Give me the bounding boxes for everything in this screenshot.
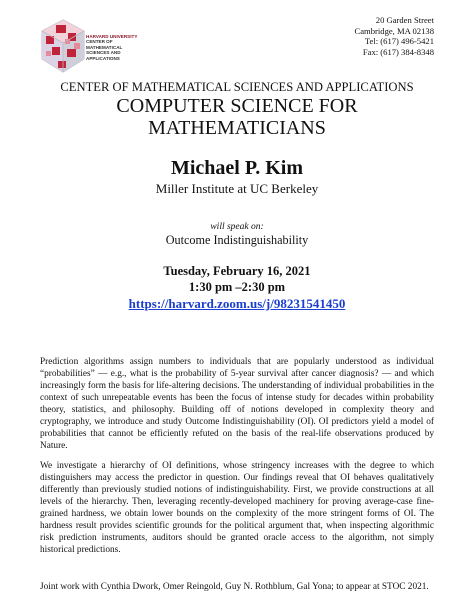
logo-wordmark — [86, 34, 138, 61]
address-street: 20 Garden Street — [375, 15, 434, 25]
zoom-link[interactable]: https://harvard.zoom.us/j/98231541450 — [128, 296, 346, 311]
talk-title: Outcome Indistinguishability — [165, 233, 309, 247]
logo-sciences: SCIENCES AND APPLICATIONS — [86, 50, 121, 61]
department-heading: CENTER OF MATHEMATICAL SCIENCES AND APPLICATIONS — [60, 80, 414, 94]
series-title-line2: MATHEMATICIANS — [148, 117, 326, 139]
event-time: 1:30 pm –2:30 pm — [188, 280, 286, 294]
joint-work-note: Joint work with Cynthia Dwork, Omer Reingold, Guy N. Rothblum, Gal Yona; to appear at STOC 2021. — [40, 582, 429, 592]
abstract-paragraph-2: We investigate a hierarchy of OI definitions, whose stringency increases with the degree to which distinguishers may access the predictor in question. Our findings reveal that OI behaves qualitatively differently than previously studied notions of indistinguishability. First, we provide constructions at all levels of the hierarchy. Then, leveraging recently-developed machinery for proving average-case fine-grained hardness, we obtain lower bounds on the complexity of the more stringent forms of OI. The hardness result provides scientific grounds for the political argument that, when inspecting algorithmic risk prediction instruments, auditors should be granted oracle access to the algorithm, not simply historical predictions. — [40, 461, 434, 556]
series-title-line1: COMPUTER SCIENCE FOR — [116, 95, 358, 117]
address-tel: Tel: (617) 496-5421 — [364, 36, 434, 47]
logo-center: CENTER OF MATHEMATICAL — [86, 39, 123, 50]
will-speak-label: will speak on: — [210, 222, 264, 232]
event-date: Tuesday, February 16, 2021 — [163, 264, 311, 278]
cube-logo-icon — [40, 16, 86, 76]
cmsa-logo — [40, 16, 138, 78]
logo-university: HARVARD UNIVERSITY — [86, 34, 138, 39]
abstract-paragraph-1: Prediction algorithms assign numbers to individuals that are popularly understood as individual “probabilities” — e.g., what is the probability of 5-year survival after cancer diagnosis? — and which increasingly form the basis for life-altering decisions. The understanding of individual probabilities in the context of such unrepeatable events has been the focus of intense study for decades within probability theory, statistics, and philosophy. Building off of notions developed in complexity theory and cryptography, we introduce and study Outcome Indistinguishability (OI). OI predictors yield a model of probabilities that cannot be efficiently refuted on the basis of the real-life observations produced by Nature. — [40, 357, 434, 452]
address-fax: Fax: (617) 384-8348 — [362, 46, 434, 57]
address-block — [355, 15, 435, 57]
address-city: Cambridge, MA 02138 — [354, 25, 434, 36]
speaker-affiliation: Miller Institute at UC Berkeley — [155, 181, 319, 196]
speaker-name: Michael P. Kim — [170, 157, 304, 179]
